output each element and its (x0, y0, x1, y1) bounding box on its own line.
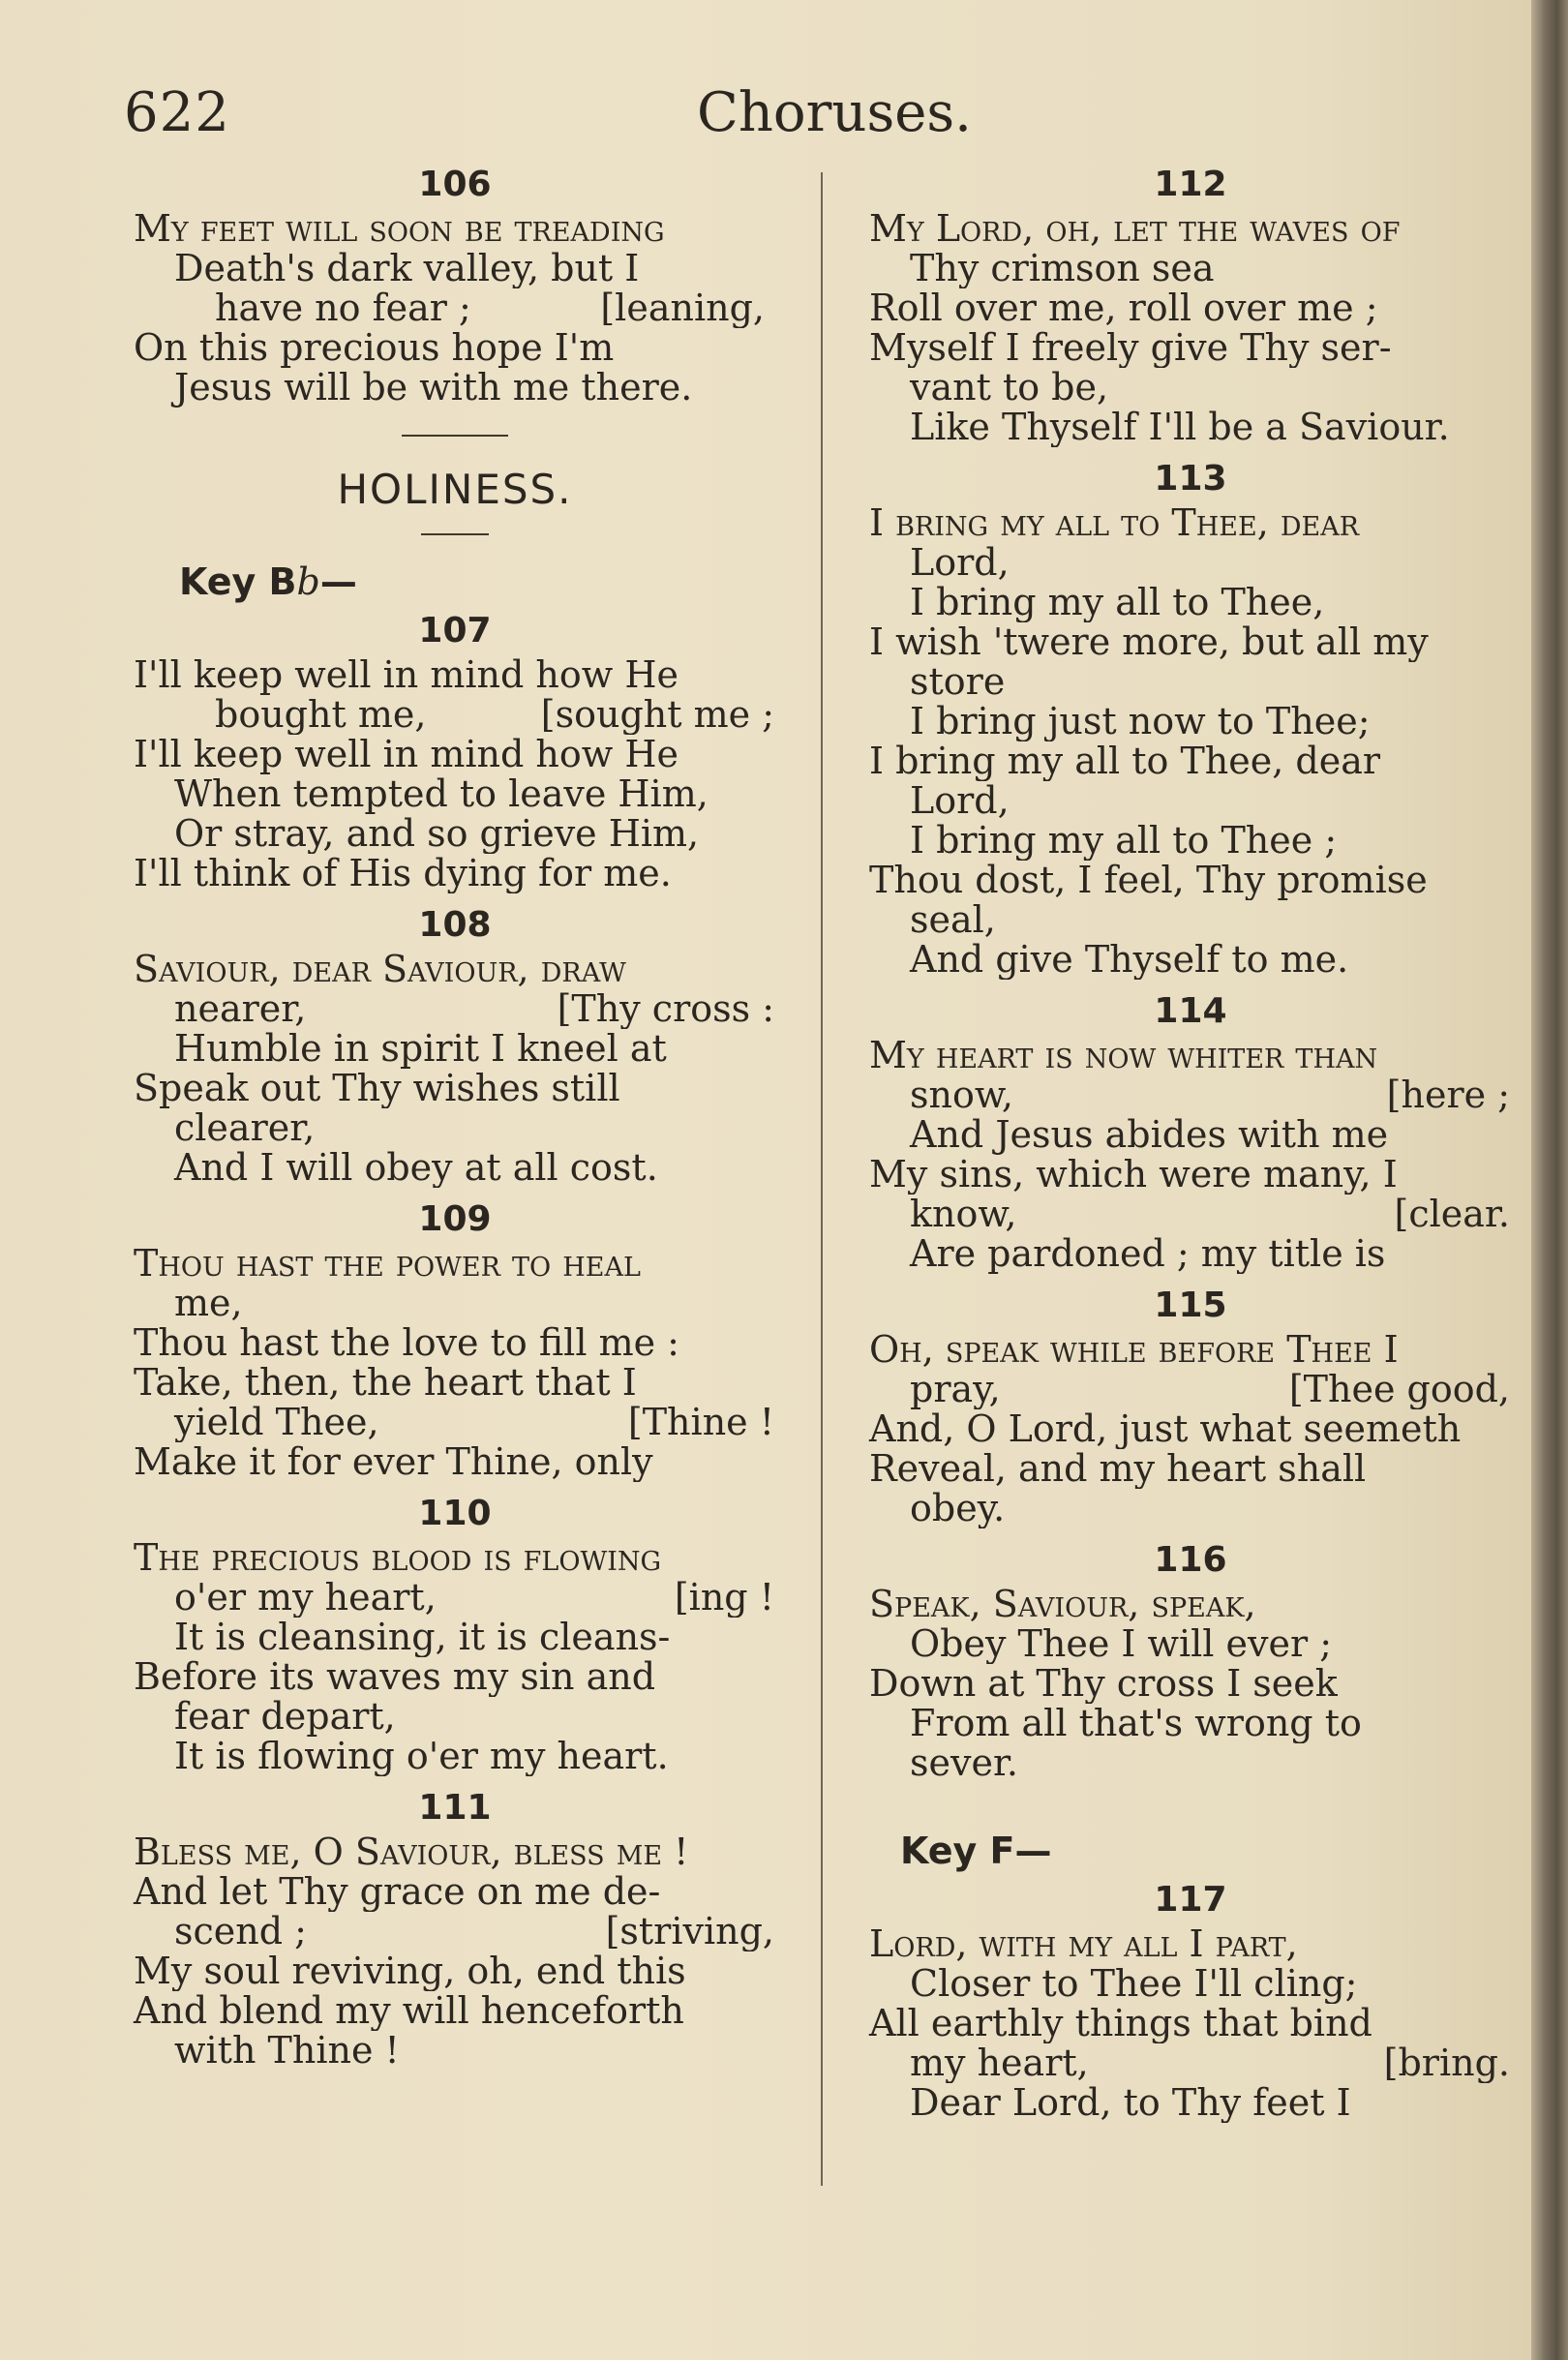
chorus-line: From all that's wrong to (910, 1704, 1362, 1743)
chorus-line: I bring my all to Thee ; (910, 821, 1338, 861)
section-rule (402, 435, 508, 437)
chorus-line: Reveal, and my heart shall (869, 1449, 1367, 1489)
chorus-line: My soul reviving, oh, end this (134, 1952, 686, 1991)
chorus-115 (861, 1282, 1520, 1528)
line-turnover: [Thy cross : (557, 989, 774, 1029)
key-label: Key B (179, 560, 297, 603)
chorus-line: Jesus will be with me there. (174, 368, 693, 408)
chorus-line: seal, (910, 900, 996, 940)
line-turnover: [clear. (1394, 1195, 1510, 1234)
chorus-line: My feet will soon be treading (134, 209, 665, 249)
chorus-line: I'll keep well in mind how He (134, 655, 679, 695)
chorus-line: I bring my all to Thee, dear (869, 741, 1381, 781)
chorus-number: 112 (1154, 165, 1227, 204)
chorus-line: Thou dost, I feel, Thy promise (869, 861, 1428, 900)
chorus-line: Thy crimson sea (910, 249, 1215, 288)
chorus-116 (861, 1536, 1520, 1783)
chorus-line: Oh, speak while before Thee I (869, 1330, 1399, 1370)
line-part: nearer, (174, 989, 307, 1029)
chorus-line: store (910, 662, 1006, 702)
chorus-line: Make it for ever Thine, only (134, 1442, 653, 1482)
key-flat-sign: b (296, 560, 320, 603)
chorus-line: Thou hast the power to heal (134, 1244, 641, 1284)
page-header (116, 81, 1510, 149)
chorus-line: Lord, (910, 543, 1010, 583)
chorus-number: 115 (1154, 1286, 1227, 1325)
chorus-106 (126, 161, 784, 408)
chorus-line (126, 288, 784, 328)
chorus-line (861, 1195, 1520, 1234)
line-part: pray, (910, 1370, 1001, 1409)
chorus-line: It is flowing o'er my heart. (174, 1737, 669, 1776)
line-part: scend ; (174, 1912, 307, 1952)
line-part: bought me, (215, 695, 427, 735)
chorus-line: I'll keep well in mind how He (134, 735, 679, 774)
line-part: snow, (910, 1075, 1013, 1115)
section-heading: HOLINESS. (337, 466, 573, 513)
chorus-line (126, 1578, 784, 1618)
chorus-number: 110 (418, 1494, 492, 1533)
line-turnover: [Thee good, (1288, 1370, 1510, 1409)
line-part: my heart, (910, 2043, 1089, 2083)
chorus-line: Down at Thy cross I seek (869, 1664, 1338, 1704)
chorus-number: 113 (1154, 459, 1227, 499)
chorus-line: And, O Lord, just what seemeth (869, 1409, 1462, 1449)
chorus-line: When tempted to leave Him, (174, 774, 709, 814)
line-turnover: [striving, (605, 1912, 774, 1952)
line-turnover: [ing ! (674, 1578, 774, 1618)
chorus-line: sever. (910, 1743, 1019, 1783)
chorus-line: Myself I freely give Thy ser- (869, 328, 1392, 368)
chorus-line: Dear Lord, to Thy feet I (910, 2083, 1351, 2123)
chorus-line: with Thine ! (174, 2031, 400, 2071)
chorus-line: Before its waves my sin and (134, 1657, 656, 1697)
chorus-line: I bring just now to Thee; (910, 702, 1371, 741)
chorus-number: 108 (418, 905, 492, 945)
chorus-line: And blend my will henceforth (134, 1991, 684, 2031)
chorus-114 (861, 987, 1520, 1274)
chorus-line: vant to be, (910, 368, 1109, 408)
line-turnover: [bring. (1383, 2043, 1510, 2083)
chorus-line: It is cleansing, it is cleans- (174, 1618, 671, 1657)
chorus-110 (126, 1490, 784, 1776)
chorus-112 (861, 161, 1520, 447)
chorus-number: 114 (1154, 991, 1227, 1031)
key-signature (126, 557, 784, 607)
section-rule (421, 533, 489, 535)
chorus-line: And give Thyself to me. (910, 940, 1349, 980)
chorus-number: 107 (418, 611, 492, 651)
chorus-line: Death's dark valley, but I (174, 249, 640, 288)
column-divider (821, 172, 823, 2186)
chorus-line: I'll think of His dying for me. (134, 854, 672, 893)
key-signature: Key F— (900, 1830, 1052, 1872)
chorus-line: My Lord, oh, let the waves of (869, 209, 1401, 249)
chorus-line: Or stray, and so grieve Him, (174, 814, 700, 854)
line-turnover: [Thine ! (627, 1403, 774, 1442)
chorus-line: Saviour, dear Saviour, draw (134, 950, 626, 989)
chorus-line: Bless me, O Saviour, bless me ! (134, 1832, 689, 1872)
chorus-line: Thou hast the love to fill me : (134, 1323, 679, 1363)
chorus-line: On this precious hope I'm (134, 328, 615, 368)
chorus-line (126, 1403, 784, 1442)
chorus-line: Lord, with my all I part, (869, 1924, 1298, 1964)
running-title: Choruses. (697, 81, 972, 144)
chorus-line (126, 1912, 784, 1952)
line-turnover: [sought me ; (540, 695, 774, 735)
chorus-line: clearer, (174, 1108, 316, 1148)
chorus-111 (126, 1784, 784, 2071)
line-part: o'er my heart, (174, 1578, 437, 1618)
key-dash: — (319, 560, 357, 603)
book-binding-edge (1531, 0, 1568, 2360)
chorus-line: Closer to Thee I'll cling; (910, 1964, 1358, 2004)
right-column (861, 161, 1520, 2131)
chorus-line: My heart is now whiter than (869, 1036, 1378, 1075)
line-part: know, (910, 1195, 1017, 1234)
chorus-line: fear depart, (174, 1697, 396, 1737)
left-column (126, 161, 784, 2078)
chorus-line: All earthly things that bind (869, 2004, 1372, 2043)
chorus-109 (126, 1195, 784, 1482)
chorus-line: Are pardoned ; my title is (910, 1234, 1386, 1274)
line-part: have no fear ; (215, 288, 471, 328)
chorus-line: My sins, which were many, I (869, 1155, 1398, 1195)
chorus-number: 117 (1154, 1880, 1227, 1920)
chorus-number: 111 (418, 1788, 492, 1828)
spacer (861, 1791, 1520, 1820)
chorus-line (861, 1370, 1520, 1409)
chorus-line: obey. (910, 1489, 1006, 1528)
chorus-line: I bring my all to Thee, dear (869, 503, 1360, 543)
chorus-107 (126, 607, 784, 893)
line-turnover: [here ; (1386, 1075, 1510, 1115)
chorus-line: And Jesus abides with me (910, 1115, 1389, 1155)
chorus-line: Roll over me, roll over me ; (869, 288, 1378, 328)
line-part: yield Thee, (174, 1403, 379, 1442)
chorus-line: Take, then, the heart that I (134, 1363, 637, 1403)
chorus-line: Humble in spirit I kneel at (174, 1029, 667, 1069)
chorus-line: Speak, Saviour, speak, (869, 1585, 1256, 1624)
chorus-line: And I will obey at all cost. (174, 1148, 658, 1188)
chorus-line: The precious blood is flowing (134, 1538, 662, 1578)
line-turnover: [leaning, (600, 288, 765, 328)
chorus-117 (861, 1876, 1520, 2123)
chorus-line (861, 2043, 1520, 2083)
chorus-108 (126, 901, 784, 1188)
chorus-line: And let Thy grace on me de- (134, 1872, 661, 1912)
chorus-line: Speak out Thy wishes still (134, 1069, 620, 1108)
chorus-number: 109 (418, 1199, 492, 1239)
chorus-line: Lord, (910, 781, 1010, 821)
chorus-line (861, 1075, 1520, 1115)
page-number: 622 (124, 81, 230, 144)
chorus-line: Obey Thee I will ever ; (910, 1624, 1333, 1664)
chorus-line: I wish 'twere more, but all my (869, 622, 1429, 662)
chorus-line: Like Thyself I'll be a Saviour. (910, 408, 1450, 447)
chorus-113 (861, 455, 1520, 980)
chorus-line (126, 989, 784, 1029)
chorus-line: I bring my all to Thee, (910, 583, 1325, 622)
chorus-number: 116 (1154, 1540, 1227, 1580)
chorus-line (126, 695, 784, 735)
chorus-number: 106 (418, 165, 492, 204)
chorus-line: me, (174, 1284, 243, 1323)
